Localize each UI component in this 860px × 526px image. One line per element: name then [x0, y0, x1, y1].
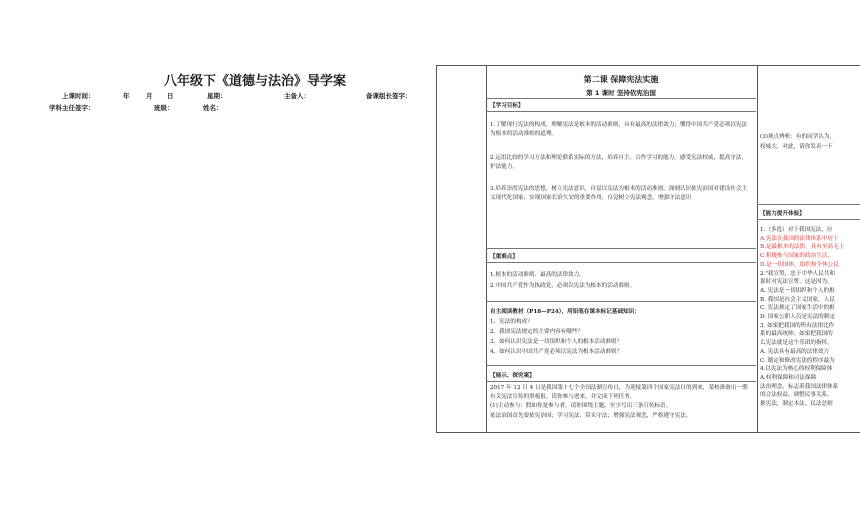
divider: [486, 262, 756, 263]
practice-line: 系的最高统帅；如果把我国的: [760, 331, 833, 338]
key-points-heading: 【重难点】: [490, 254, 518, 260]
meta-class-time: 上课时间：: [62, 92, 95, 100]
practice-column: [757, 66, 860, 432]
reading-item: 1、宪法的构成？: [490, 319, 533, 325]
practice-line: A.权利保障和司法保障: [760, 374, 817, 381]
practice-line: D.是一切国体、组织和全体公民: [760, 261, 839, 268]
explore-text: 2017 年 12 月 4 日是我国第十七个全国法制宣传日，为迎接第四个国家宪法日的到来，某校准备出一期有关宪法宣传的黑板报。请你参与进来，并完成下列任务。: [490, 385, 748, 400]
divider: [486, 365, 756, 366]
meta-grade-class: 班级：: [154, 104, 174, 112]
divider: [486, 111, 756, 112]
explore-heading: 【展示、探究案】: [490, 373, 535, 379]
divider: [757, 219, 860, 220]
opinion-line: 权威大，对此，请你发表一下: [760, 144, 833, 150]
page-title: 八年级下《道德与法治》导学案: [164, 74, 347, 89]
practice-line: 的合法权益，调整民事关系，: [760, 392, 833, 399]
divider: [486, 248, 756, 249]
meta-month: 月: [146, 92, 153, 100]
key-point-item: 2.中国共产党作为执政党，必须以宪法为根本的活动准则。: [490, 283, 636, 289]
opinion-line: (3)观点辨析：有的同学认为，: [760, 134, 836, 140]
meta-group-leader: 备课组长签字：: [366, 92, 412, 100]
objective-item: 3.培养崇尚宪法的思想，树立宪法意识，自觉以宪法为根本的活动准则，深刻认识依宪治国对建设社会主义现代化国家、实现国家长治久安的重要作用，自觉树立宪法观念，增强守法意识: [490, 186, 748, 201]
practice-line: C.积极参与国家的政治生活，: [760, 253, 833, 260]
practice-line: 3. 如果把我国的所有法律比作: [760, 322, 835, 329]
practice-line: B. 我国是社会主义国家，人民: [760, 296, 835, 303]
practice-line: 法治理念，标志着我国法律体系: [760, 383, 839, 390]
practice-line: 么宪法就是这个乐团的指挥，: [760, 340, 833, 347]
practice-line: A. 宪法是一切组织和个人的根: [760, 287, 835, 294]
practice-line: 那时对宪法宣誓，这是因为，: [760, 279, 833, 286]
practice-line: C. 宪法规定了国家生活中的根: [760, 305, 835, 312]
meta-year: 年: [123, 92, 130, 100]
practice-line: 2."我宣誓，忠于中华人民共和: [760, 270, 836, 277]
reading-item: 2、我国宪法规定的主要内容有哪些？: [490, 329, 584, 335]
divider: [757, 204, 860, 205]
practice-line: 1.（多选）对于我国宪法，应: [760, 227, 833, 233]
practice-line: C. 制定和修改宪法的程序最为: [760, 357, 835, 364]
lesson-column: [486, 66, 756, 432]
meta-weekday: 星期：: [207, 92, 227, 100]
practice-line: 据宪法，制定本法。民法总则: [760, 401, 833, 407]
objective-item: 1.了解现行宪法的构成，理解宪法是根本的活动准则、具有最高的法律效力；懂得中国共产党必须以宪法为根本的活动准则的道理。: [490, 122, 748, 137]
practice-line: B.是最根本的法律，具有至高无上: [760, 244, 845, 251]
practice-line: A.宪法在我国的法律体系中居于: [760, 235, 839, 242]
practice-line: A. 宪法具有最高的法律效力: [760, 348, 830, 355]
reading-heading: 自主阅读教材（P18—P24），用铅笔在课本标记基础知识：: [490, 309, 640, 315]
divider: [486, 98, 756, 99]
divider: [486, 381, 756, 382]
meta-day: 日: [167, 92, 174, 100]
lesson-title: 第二课 保障宪法实施: [583, 75, 659, 84]
key-point-item: 1.根本的活动准则、最高的法律效力。: [490, 272, 585, 278]
reading-item: 4、如何认识中国共产党必须以宪法为根本活动准则？: [490, 349, 623, 355]
lesson-subtitle: 第 1 课时 坚持依宪治国: [586, 89, 656, 97]
meta-name: 姓名：: [203, 104, 223, 112]
divider: [486, 301, 756, 302]
objectives-heading: 【学习目标】: [490, 103, 524, 109]
practice-line: D. 国家公职人员是宪法的制定: [760, 314, 835, 320]
meta-preparer: 主备人：: [284, 92, 310, 100]
reading-item: 3、如何认识宪法是一切组织和个人的根本活动准则？: [490, 339, 623, 345]
meta-director: 学科主任签字：: [49, 104, 95, 112]
explore-text: 依法治国首先要依宪治国；学习宪法，带头守法；增强宪法观念，严格遵守宪法。: [490, 413, 692, 419]
objective-item: 2.运用比较的学习方法和理论联系实际的方法，培养自主、合作学习的能力。感受宪法权威，提高守法、护法能力。: [490, 155, 748, 170]
explore-text: (1)主动参与：假如你是参与者，请你围绕主题，至少写出三条宣传标语。: [490, 403, 672, 409]
ability-heading: 【能力提升体验】: [760, 211, 805, 217]
practice-line: 4.以宪法为核心的权利保障体: [760, 366, 833, 373]
